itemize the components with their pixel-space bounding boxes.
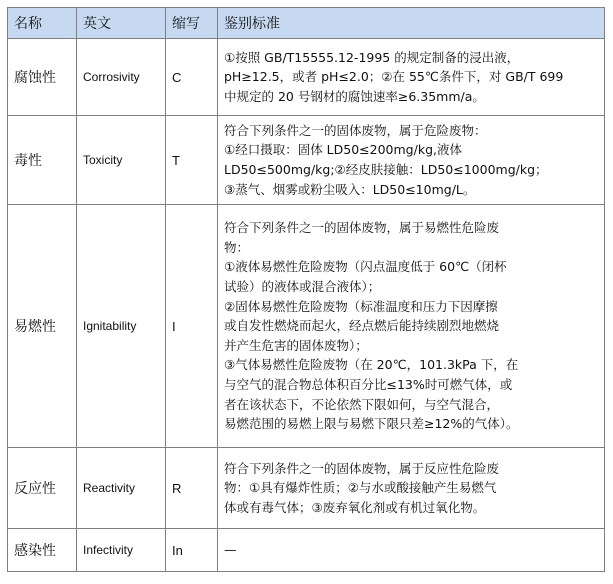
table-row-infectivity: [8, 529, 605, 572]
cell-english: Reactivity: [77, 448, 166, 529]
criteria-line: LD50≤500mg/kg;②经皮肤接触：LD50≤1000mg/kg；: [224, 162, 548, 177]
cell-abbreviation: In: [166, 529, 218, 572]
cell-criteria: [218, 205, 605, 448]
cell-english: Infectivity: [77, 529, 166, 572]
criteria-line: 或自发性燃烧而起火，经点燃后能持续剧烈地燃烧: [224, 318, 500, 334]
header-row: [8, 8, 605, 39]
hazardous-waste-table-container: [7, 7, 605, 572]
criteria-line: ②固体易燃性危险废物（标准温度和压力下因摩擦: [224, 298, 498, 314]
table-body: [8, 39, 605, 572]
criteria-line: 试验）的液体或混合液体）；: [224, 279, 381, 295]
cell-name: 反应性: [8, 448, 77, 529]
criteria-line: 符合下列条件之一的固体废物，属于反应性危险废: [224, 460, 500, 476]
cell-criteria: [218, 116, 605, 205]
criteria-line: ③蒸气、烟雾或粉尘吸入：LD50≤10mg/L。: [224, 181, 476, 197]
cell-english: Ignitability: [77, 205, 166, 448]
cell-criteria: [218, 529, 605, 572]
cell-criteria: [218, 39, 605, 116]
header-abbreviation: 缩写: [166, 8, 218, 39]
criteria-line: 符合下列条件之一的固体废物，属于易燃性危险废: [224, 220, 500, 236]
criteria-line: 与空气的混合物总体积百分比≤13%时可燃气体，或: [224, 376, 513, 392]
table-row-toxicity: [8, 116, 605, 205]
criteria-line: —: [224, 542, 237, 558]
criteria-line: 体或有毒气体；③废弃氧化剂或有机过氧化物。: [224, 499, 486, 515]
cell-criteria: [218, 448, 605, 529]
cell-name: 腐蚀性: [8, 39, 77, 116]
table-row-ignitability: [8, 205, 605, 448]
criteria-line: 物：: [224, 239, 250, 255]
cell-abbreviation: C: [166, 39, 218, 116]
header-english: 英文: [77, 8, 166, 39]
table-header: [8, 8, 605, 39]
criteria-line: ①按照 GB/T15555.12-1995 的规定制备的浸出液，: [224, 49, 520, 65]
criteria-line: 并产生危害的固体废物）；: [224, 337, 368, 353]
cell-name: 感染性: [8, 529, 77, 572]
header-name: 名称: [8, 8, 77, 39]
criteria-line: 物：①具有爆炸性质；②与水或酸接触产生易燃气: [224, 480, 497, 496]
hazardous-waste-criteria-table: [7, 7, 605, 572]
table-row-corrosivity: [8, 39, 605, 116]
criteria-line: pH≥12.5，或者 pH≤2.0；②在 55℃条件下，对 GB/T 699: [224, 69, 564, 85]
criteria-line: 符合下列条件之一的固体废物，属于危险废物：: [224, 122, 487, 138]
cell-english: Corrosivity: [77, 39, 166, 116]
table-row-reactivity: [8, 448, 605, 529]
criteria-line: ①经口摄取：固体 LD50≤200mg/kg,液体: [224, 142, 462, 158]
cell-abbreviation: T: [166, 116, 218, 205]
cell-abbreviation: I: [166, 205, 218, 448]
criteria-line: ③气体易燃性危险废物（在 20℃，101.3kPa 下，在: [224, 357, 519, 373]
criteria-line: 易燃范围的易燃上限与易燃下限只差≥12%的气体）。: [224, 416, 519, 432]
criteria-line: 中规定的 20 号钢材的腐蚀速率≥6.35mm/a。: [224, 88, 485, 104]
cell-name: 毒性: [8, 116, 77, 205]
criteria-line: 者在该状态下，不论依然下限如何，与空气混合，: [224, 396, 500, 412]
header-criteria: 鉴别标准: [218, 8, 605, 39]
cell-name: 易燃性: [8, 205, 77, 448]
cell-english: Toxicity: [77, 116, 166, 205]
criteria-line: ①液体易燃性危险废物（闪点温度低于 60℃（闭杯: [224, 259, 507, 275]
cell-abbreviation: R: [166, 448, 218, 529]
